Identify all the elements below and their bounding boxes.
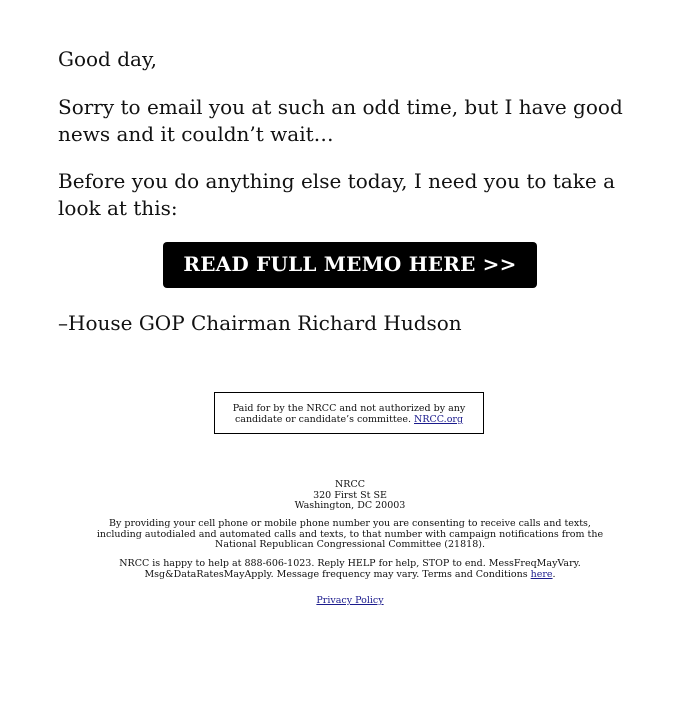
city-address: Washington, DC 20003 (294, 500, 406, 511)
signature: –House GOP Chairman Richard Hudson (58, 311, 462, 335)
paragraph-request: Before you do anything else today, I need you to take a look at this: (58, 169, 616, 220)
terms-link[interactable]: here (530, 568, 553, 580)
sms-consent-notice: By providing your cell phone or mobile phone number you are consenting to receive calls and texts, including autodialed and automated calls and texts, to that number with campaign notifications from the National Republican Congressional Committee (21818). (96, 518, 604, 550)
nrcc-org-link[interactable]: NRCC.org (414, 414, 464, 425)
privacy-container (95, 596, 605, 607)
mailing-address (95, 480, 605, 512)
terms-suffix: . (552, 568, 556, 580)
privacy-policy-link[interactable]: Privacy Policy (316, 595, 384, 606)
read-memo-button[interactable]: READ FULL MEMO HERE >> (163, 242, 536, 288)
greeting: Good day, (58, 47, 157, 71)
disclaimer-text: Paid for by the NRCC and not authorized by any candidate or candidate’s committee. (232, 403, 466, 425)
sms-help-notice (95, 559, 605, 580)
email-body (58, 46, 658, 337)
street-address: 320 First St SE (313, 489, 387, 501)
paid-for-disclaimer (214, 392, 484, 434)
org-name: NRCC (334, 479, 365, 490)
paragraph-news: Sorry to email you at such an odd time, but I have good news and it couldn’t wait… (58, 95, 623, 146)
cta-container (58, 242, 642, 288)
help-text: NRCC is happy to help at 888-606-1023. Reply HELP for help, STOP to end. MessFreqMayVary. Msg&DataRatesMayApply. Message frequency may vary. Terms and Conditions (119, 558, 581, 580)
